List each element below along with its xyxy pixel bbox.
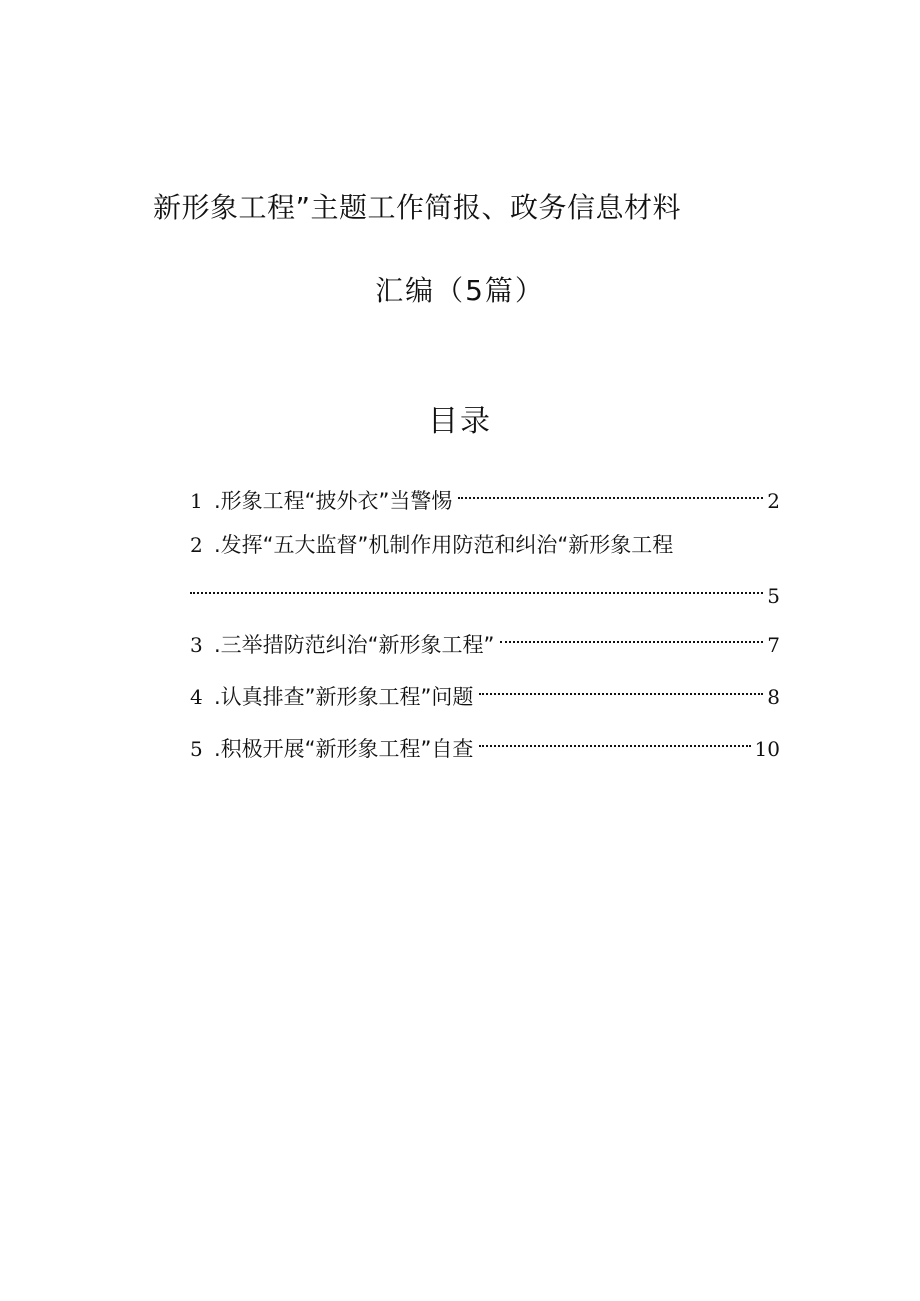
toc-entry-2-continuation[interactable] [190, 573, 780, 608]
toc-entry-4[interactable] [190, 674, 780, 709]
toc-dot-leader [500, 622, 763, 652]
toc-entry-title: .形象工程“披外衣”当警惕 [214, 489, 453, 513]
toc-entry-number: 3 [190, 633, 203, 657]
toc-entry-number: 1 [190, 489, 203, 513]
toc-entry-page: 10 [754, 737, 780, 761]
toc-dot-leader [190, 573, 763, 603]
toc-entry-number: 4 [190, 685, 203, 709]
toc-entry-page: 2 [767, 489, 780, 513]
toc-dot-leader [479, 726, 750, 756]
toc-heading: 目录 [428, 404, 492, 439]
toc-entry-page: 5 [767, 584, 780, 608]
toc-entry-title: .认真排查”新形象工程”问题 [214, 685, 474, 709]
toc-entry-1[interactable] [190, 478, 780, 513]
toc-entry-title: .三举措防范纠治“新形象工程” [214, 633, 495, 657]
toc-entry-5[interactable] [190, 726, 780, 761]
toc-entry-title: .发挥“五大监督”机制作用防范和纠治“新形象工程 [214, 533, 674, 557]
toc-dot-leader [458, 478, 763, 508]
toc-entry-3[interactable] [190, 622, 780, 657]
toc-entry-page: 8 [767, 685, 780, 709]
toc-dot-leader [479, 674, 763, 704]
document-title-line-1: 新形象工程”主题工作简报、政务信息材料 [153, 191, 682, 224]
toc-entry-2[interactable] [190, 530, 780, 560]
toc-entry-number: 5 [190, 737, 203, 761]
toc-entry-page: 7 [767, 633, 780, 657]
document-title-line-2: 汇编（5篇） [375, 274, 545, 307]
toc-entry-title: .积极开展“新形象工程”自查 [214, 737, 474, 761]
toc-entry-number: 2 [190, 533, 203, 557]
